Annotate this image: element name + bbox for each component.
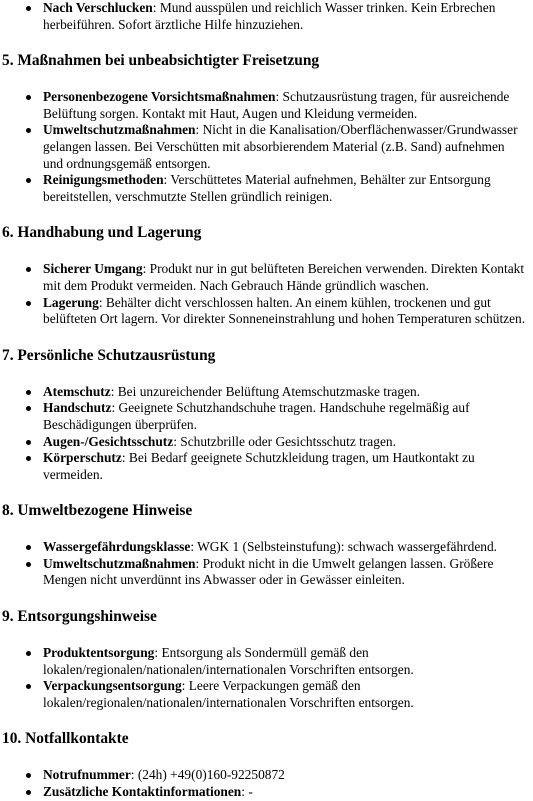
list-item <box>0 434 533 451</box>
list-item <box>0 122 533 172</box>
section-list <box>0 645 533 711</box>
list-item <box>0 172 533 205</box>
section-heading: 5. Maßnahmen bei unbeabsichtigter Freisetzung <box>2 52 320 70</box>
item-text: : Bei unzureichender Belüftung Atemschutzmaske tragen. <box>110 383 421 399</box>
list-item <box>0 384 533 401</box>
section-list <box>0 89 533 205</box>
section-heading: 7. Persönliche Schutzausrüstung <box>2 346 216 364</box>
item-term: Produktentsorgung <box>43 645 155 661</box>
item-text: : Geeignete Schutzhandschuhe tragen. Handschuhe regelmäßig auf Beschädigungen überprüfen. <box>43 400 470 432</box>
item-text: : Mund ausspülen und reichlich Wasser trinken. Kein Erbrechen herbeiführen. Sofort ärztliche Hilfe hinzuziehen. <box>43 0 496 32</box>
list-item <box>0 261 533 294</box>
item-term: Personenbezogene Vorsichtsmaßnahmen <box>43 89 276 105</box>
item-text: : Schutzbrille oder Gesichtsschutz tragen. <box>173 433 396 449</box>
top-list <box>0 0 533 33</box>
list-item <box>0 295 533 328</box>
section-heading: 10. Notfallkontakte <box>2 730 129 748</box>
item-term: Sicherer Umgang <box>43 261 143 277</box>
item-term: Wassergefährdungsklasse <box>43 539 191 555</box>
item-text: : Nicht in die Kanalisation/Oberflächenwasser/Grundwasser gelangen lassen. Bei Verschütten mit absorbierendem Material (z.B. Sand) aufnehmen und ordnungsgemäß entsorgen. <box>43 122 518 171</box>
section-heading: 8. Umweltbezogene Hinweise <box>2 502 193 520</box>
item-term: Reinigungsmethoden <box>43 172 164 188</box>
item-text: : Entsorgung als Sondermüll gemäß den lokalen/regionalen/nationalen/internationalen Vorschriften entsorgen. <box>43 645 414 677</box>
list-item <box>0 784 533 801</box>
item-text: : Produkt nicht in die Umwelt gelangen lassen. Größere Mengen nicht unverdünnt ins Abwasser oder in Gewässer einleiten. <box>43 555 494 588</box>
item-text: : Behälter dicht verschlossen halten. An einem kühlen, trockenen und gut belüfteten Ort lagern. Vor direkter Sonneneinstrahlung und hohen Temperaturen schützen. <box>43 294 526 327</box>
item-text: : Schutzausrüstung tragen, für ausreichende Belüftung sorgen. Kontakt mit Haut, Augen und Kleidung vermeiden. <box>43 89 510 121</box>
list-item <box>0 767 533 784</box>
section-list <box>0 384 533 484</box>
item-text: : WGK 1 (Selbsteinstufung): schwach wassergefährdend. <box>190 539 497 555</box>
item-term: Zusätzliche Kontaktinformationen <box>43 784 242 800</box>
item-term: Körperschutz <box>43 450 122 466</box>
item-term: Atemschutz <box>43 383 111 399</box>
section-list <box>0 767 533 800</box>
item-term: Umweltschutzmaßnahmen <box>43 555 196 571</box>
item-term: Verpackungsentsorgung <box>43 678 182 694</box>
section-heading: 9. Entsorgungshinweise <box>2 608 157 626</box>
list-item <box>0 400 533 433</box>
item-text: : Bei Bedarf geeignete Schutzkleidung tragen, um Hautkontakt zu vermeiden. <box>43 450 475 482</box>
item-term: Augen-/Gesichtsschutz <box>43 433 174 449</box>
item-term: Lagerung <box>43 294 99 310</box>
list-item <box>0 89 533 122</box>
item-text: : (24h) +49(0)160-92250872 <box>130 767 285 783</box>
item-term: Handschutz <box>43 400 112 416</box>
list-item <box>0 539 533 556</box>
section-heading: 6. Handhabung und Lagerung <box>2 224 202 242</box>
item-term: Notrufnummer <box>43 767 131 783</box>
list-item <box>0 678 533 711</box>
section-list <box>0 261 533 327</box>
list-item <box>0 450 533 483</box>
item-term: Umweltschutzmaßnahmen <box>43 122 196 138</box>
item-text: : Verschüttetes Material aufnehmen, Behälter zur Entsorgung bereitstellen, verschmutzte Stellen gründlich reinigen. <box>43 172 491 204</box>
item-term: Nach Verschlucken <box>43 0 153 15</box>
list-item <box>0 645 533 678</box>
section-list <box>0 539 533 589</box>
item-text: : Leere Verpackungen gemäß den lokalen/regionalen/nationalen/internationalen Vorschriften entsorgen. <box>43 678 414 710</box>
item-text: : Produkt nur in gut belüfteten Bereichen verwenden. Direkten Kontakt mit dem Produkt vermeiden. Nach Gebrauch Hände gründlich waschen. <box>43 261 525 293</box>
item-text: : - <box>241 784 253 800</box>
list-item <box>0 0 533 33</box>
list-item <box>0 556 533 589</box>
